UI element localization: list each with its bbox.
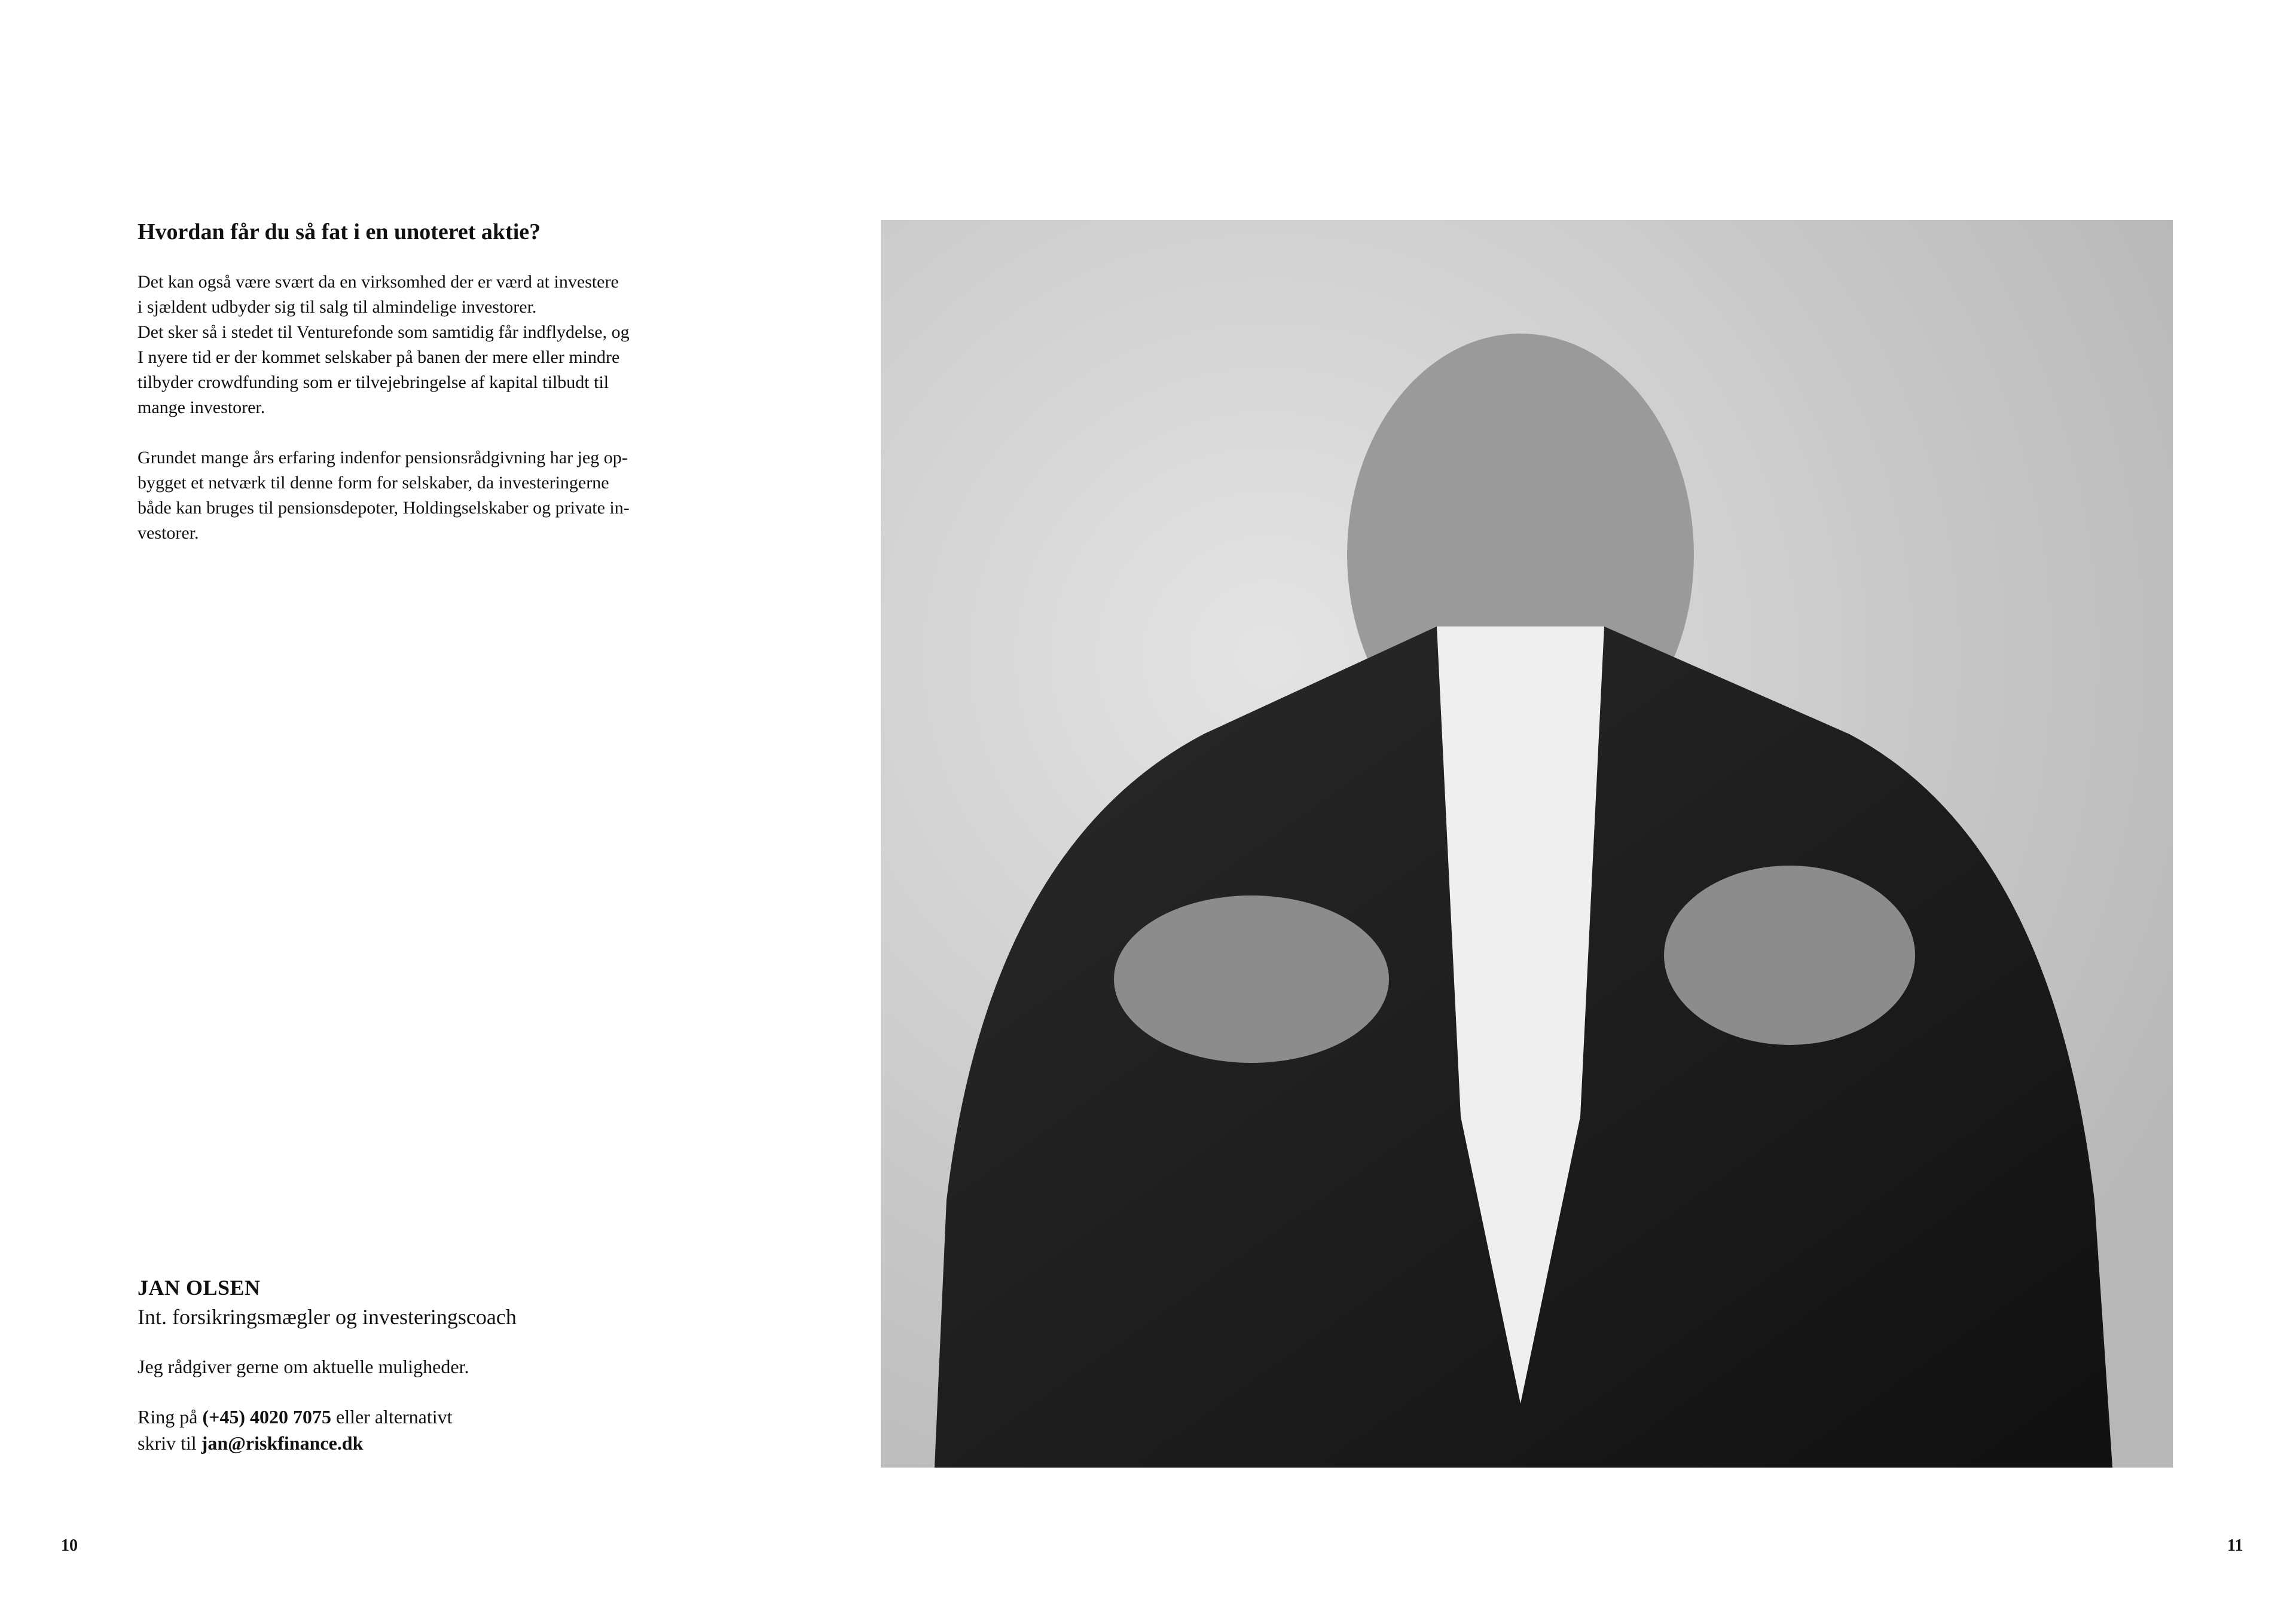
portrait-photo-icon [881, 220, 2173, 1468]
phone-number[interactable]: (+45) 4020 7075 [202, 1406, 331, 1428]
paragraph-line: mange investorer. [138, 397, 265, 417]
email-prefix: skriv til [138, 1432, 201, 1454]
figure-left-hand [1114, 895, 1389, 1063]
email-address[interactable]: jan@riskfinance.dk [201, 1432, 364, 1454]
phone-prefix: Ring på [138, 1406, 203, 1428]
portrait-photo [881, 220, 2173, 1468]
advice-offer: Jeg rådgiver gerne om aktuelle muligheder. [138, 1356, 469, 1377]
spacer [138, 1380, 735, 1404]
email-line [138, 1430, 735, 1456]
page-number-right: 11 [2227, 1536, 2243, 1555]
author-title: Int. forsikringsmægler og investeringscoach [138, 1305, 517, 1329]
paragraph-line: Det sker så i stedet til Venturefonde som samtidig får indflydelse, og [138, 322, 630, 342]
contact-block [138, 1273, 735, 1456]
figure-right-hand [1664, 866, 1915, 1045]
paragraph-1 [138, 270, 735, 420]
paragraph-line: bygget et netværk til denne form for selskaber, da investeringerne [138, 472, 609, 493]
paragraph-line: Grundet mange års erfaring indenfor pensionsrådgivning har jeg op- [138, 447, 628, 467]
phone-line [138, 1404, 735, 1430]
paragraph-line: i sjældent udbyder sig til salg til almindelige investorer. [138, 297, 537, 317]
author-name: JAN OLSEN [138, 1276, 261, 1300]
article [138, 218, 735, 571]
paragraph-line: I nyere tid er der kommet selskaber på banen der mere eller mindre [138, 347, 620, 367]
paragraph-line: tilbyder crowdfunding som er tilvejebringelse af kapital tilbudt til [138, 372, 609, 392]
phone-suffix: eller alternativt [331, 1406, 453, 1428]
article-heading: Hvordan får du så fat i en unoteret aktie? [138, 219, 541, 244]
paragraph-2 [138, 445, 735, 546]
paragraph-line: både kan bruges til pensionsdepoter, Holdingselskaber og private in- [138, 497, 630, 518]
paragraph-line: vestorer. [138, 522, 199, 543]
paragraph-line: Det kan også være svært da en virksomhed der er værd at investere [138, 271, 619, 292]
page-number-left: 10 [61, 1536, 78, 1555]
